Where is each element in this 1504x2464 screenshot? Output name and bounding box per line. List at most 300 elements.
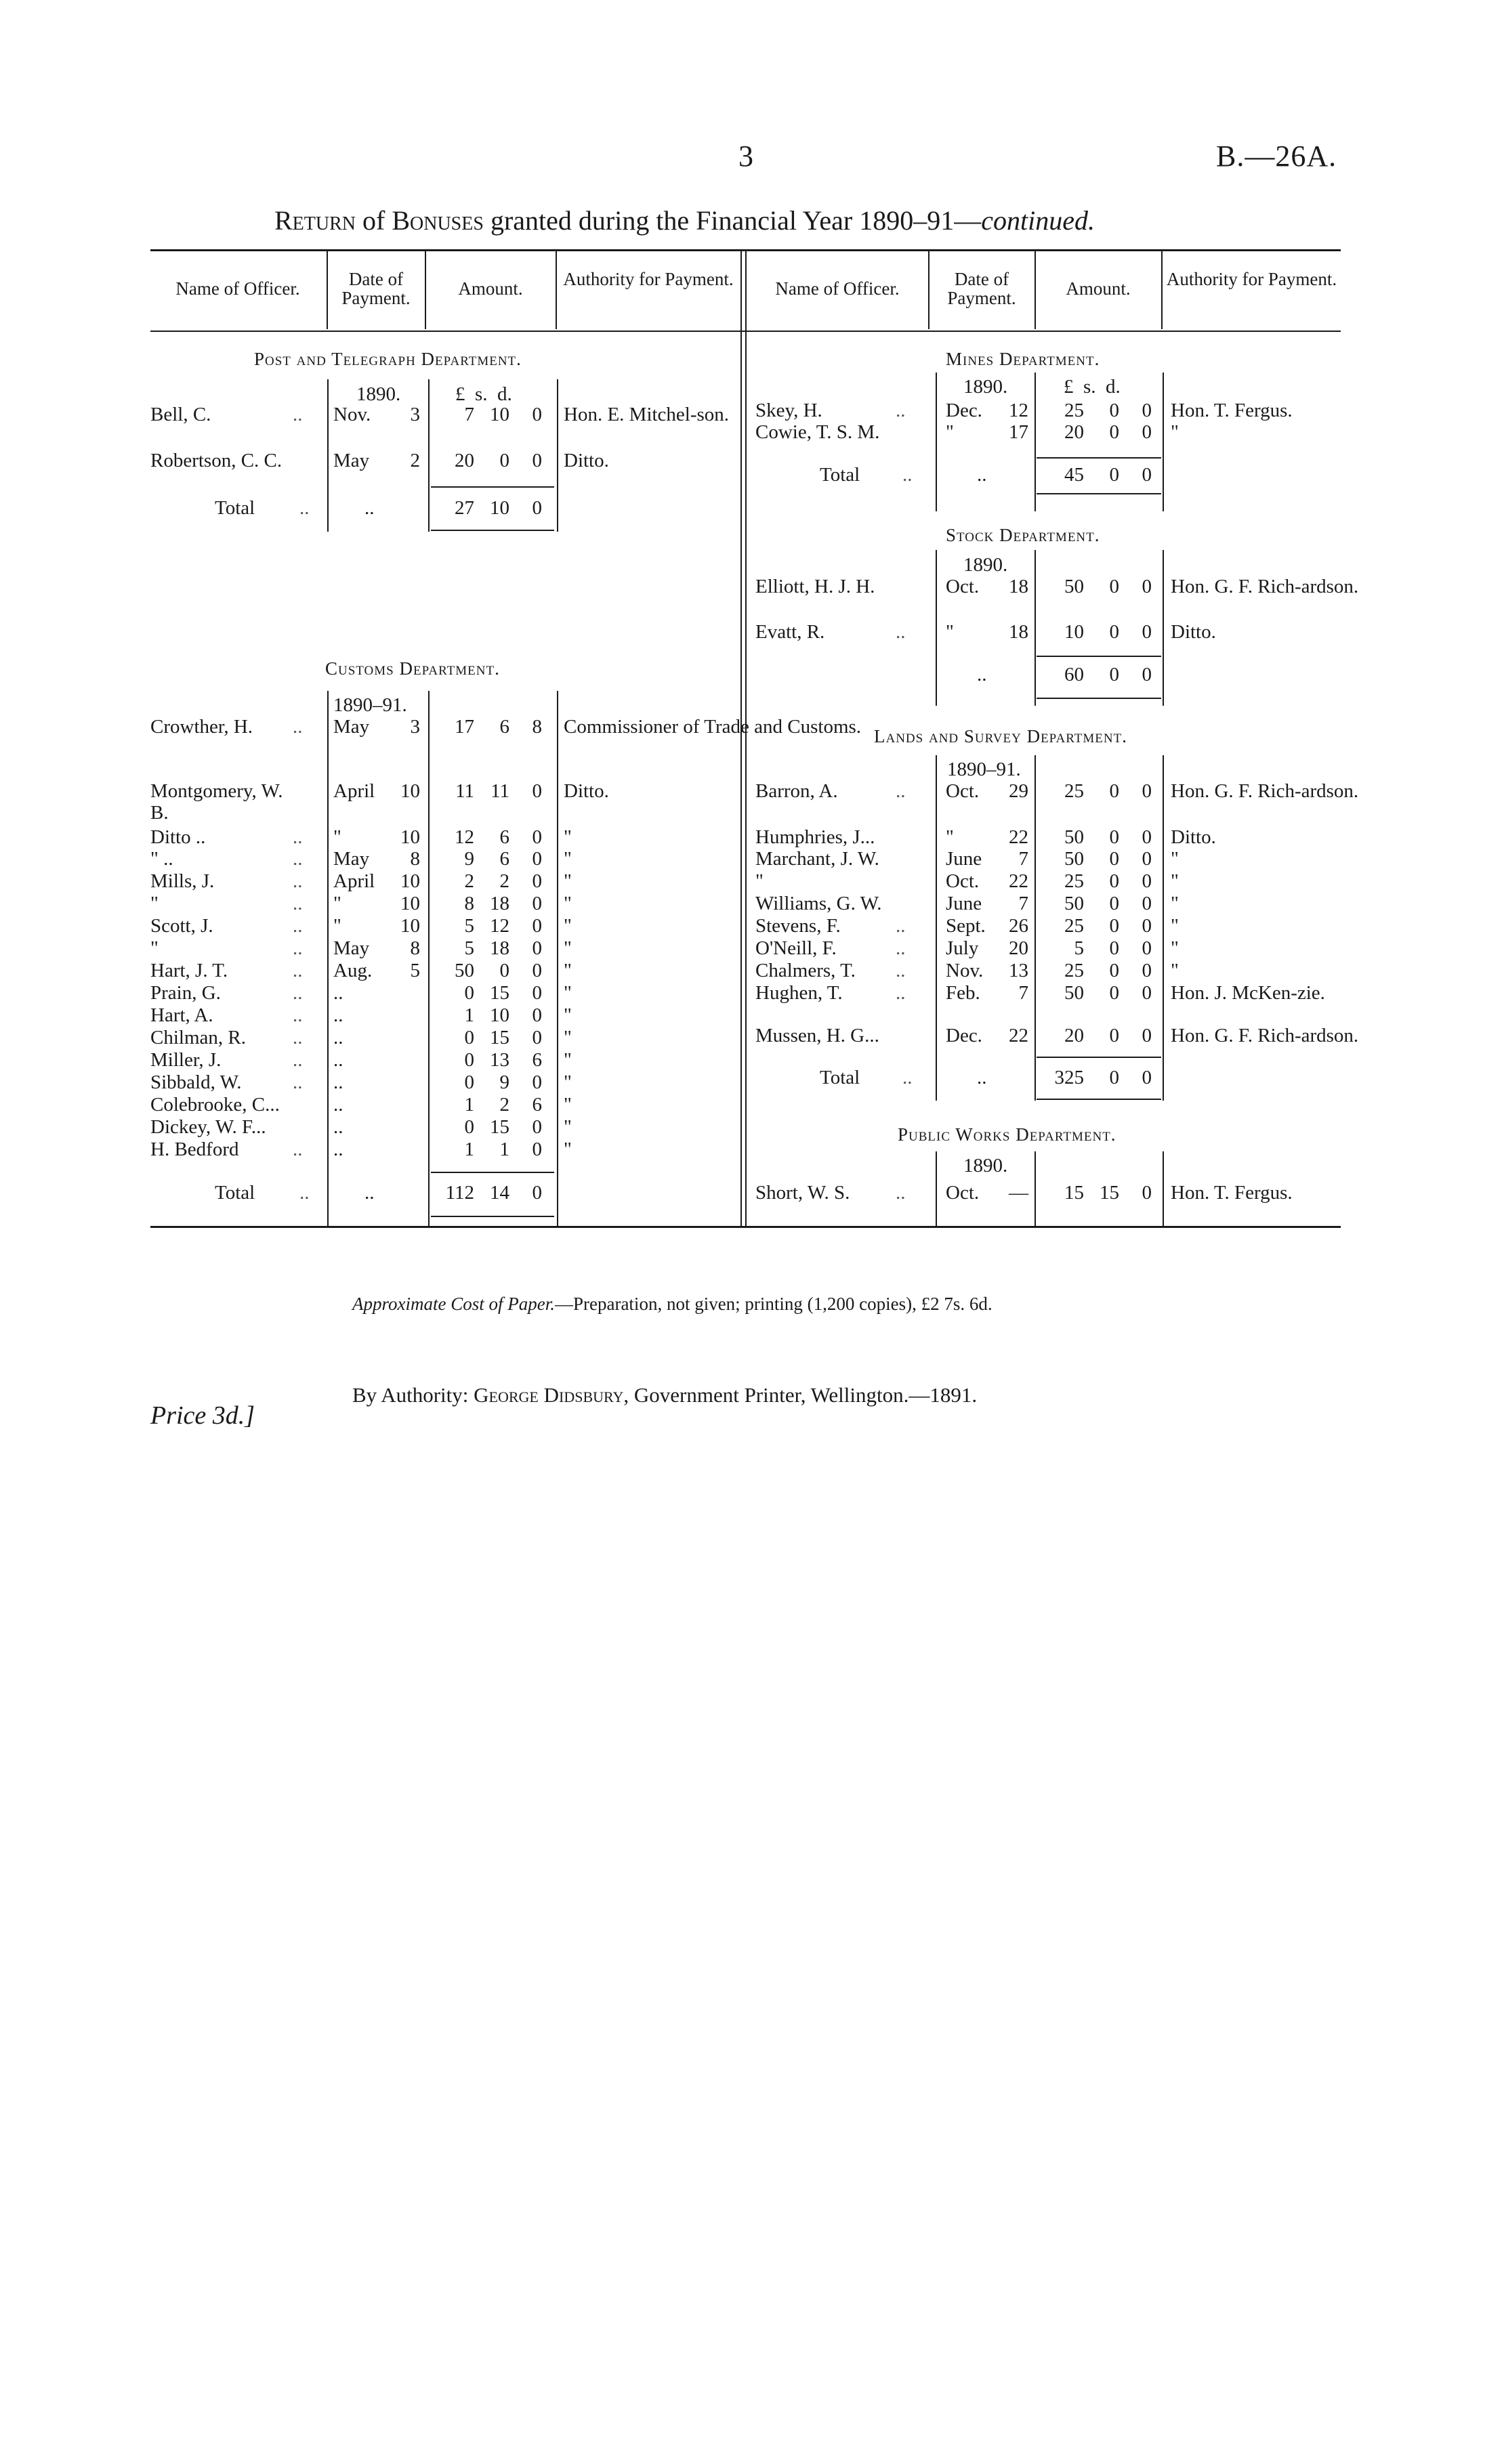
authority: ": [564, 915, 572, 937]
payment-month: ..: [333, 1071, 343, 1093]
payment-day: 12: [1009, 400, 1028, 421]
total-rule-post-top: [431, 486, 554, 488]
payment-month: ..: [333, 1004, 343, 1026]
title-bonuses: Bonuses: [392, 205, 484, 236]
total-rule-lands-bottom: [1037, 1099, 1161, 1100]
amount-shillings: 0: [1109, 848, 1119, 870]
amount-pounds: 1: [464, 1139, 474, 1160]
officer-name: Miller, J.: [150, 1049, 222, 1071]
year-customs: 1890–91.: [333, 694, 407, 716]
amount-pence: 0: [1142, 982, 1152, 1004]
authority-prefix: By Authority:: [352, 1383, 469, 1407]
payment-month: ..: [333, 982, 343, 1004]
amount-pounds: 9: [464, 848, 474, 870]
leader-dots: ..: [293, 1049, 303, 1071]
amount-shillings: 15: [490, 1116, 509, 1138]
officer-name: Hart, A.: [150, 1004, 213, 1026]
amount-shillings: 0: [1109, 915, 1119, 937]
table-row: [0, 621, 1504, 643]
authority: ": [1171, 960, 1179, 981]
officer-name: Skey, H.: [755, 400, 822, 421]
authority: Ditto.: [564, 780, 609, 802]
printer-line: [352, 1383, 977, 1407]
authority: ": [1171, 915, 1179, 937]
amount-shillings: 6: [499, 826, 509, 848]
payment-day: 8: [410, 937, 420, 959]
total-pence: 0: [1142, 1067, 1152, 1088]
authority: ": [564, 1049, 572, 1071]
officer-name: Chalmers, T.: [755, 960, 856, 981]
payment-month: ..: [333, 1049, 343, 1071]
shillings-symbol: s.: [475, 383, 488, 405]
amount-shillings: 15: [1100, 1182, 1119, 1204]
payment-day: 10: [400, 870, 420, 892]
leader-dots: ..: [293, 870, 303, 892]
payment-day: 7: [1018, 982, 1028, 1004]
amount-pounds: 10: [1064, 621, 1084, 643]
amount-shillings: 0: [499, 450, 509, 471]
amount-pounds: 0: [464, 1116, 474, 1138]
amount-pounds: 25: [1064, 915, 1084, 937]
officer-name: Sibbald, W.: [150, 1071, 242, 1093]
leader-dots: ..: [299, 1182, 310, 1204]
section-title-customs: Customs Department.: [325, 658, 500, 679]
authority: ": [564, 937, 572, 959]
officer-name: Short, W. S.: [755, 1182, 850, 1204]
amount-pence: 0: [532, 870, 542, 892]
officer-name: O'Neill, F.: [755, 937, 837, 959]
price: Price 3d.]: [150, 1401, 255, 1430]
leader-dots: ..: [896, 982, 906, 1004]
authority: ": [564, 870, 572, 892]
amount-pounds: 50: [1064, 848, 1084, 870]
leader-dots: ..: [293, 960, 303, 981]
amount-shillings: 15: [490, 1027, 509, 1048]
amount-shillings: 9: [499, 1071, 509, 1093]
leader-dots: ..: [902, 464, 913, 486]
authority: Ditto.: [1171, 621, 1216, 643]
amount-pence: 0: [1142, 870, 1152, 892]
authority: ": [564, 1071, 572, 1093]
printer-rest: Government Printer, Wellington.—1891.: [633, 1383, 978, 1407]
amount-shillings: 0: [1109, 400, 1119, 421]
amount-shillings: 12: [490, 915, 509, 937]
payment-month: April: [333, 780, 375, 802]
leader-dots: ..: [293, 848, 303, 870]
leader-dots: ..: [896, 780, 906, 802]
leader-dots: ..: [896, 960, 906, 981]
amount-pence: 0: [532, 780, 542, 802]
shillings-symbol: s.: [1083, 376, 1096, 398]
leader-dots: ..: [293, 1071, 303, 1093]
leader-dots: ..: [293, 826, 303, 848]
officer-name: Cowie, T. S. M.: [755, 421, 880, 443]
title-lead: Return: [274, 205, 356, 236]
leader-dots: ..: [293, 1004, 303, 1026]
amount-shillings: 11: [490, 780, 509, 802]
table-row: [0, 780, 1504, 802]
officer-name: Hughen, T.: [755, 982, 843, 1004]
officer-name: Scott, J.: [150, 915, 213, 937]
table-row: [0, 915, 1504, 937]
hdr-sep: [556, 251, 557, 329]
amount-pence: 0: [532, 1071, 542, 1093]
header-name-left: Name of Officer.: [175, 278, 300, 299]
officer-name: Barron, A.: [755, 780, 838, 802]
total-pence: 0: [1142, 464, 1152, 486]
authority: ": [564, 1094, 572, 1116]
officer-name: Mills, J.: [150, 870, 215, 892]
leader-dots: ..: [293, 915, 303, 937]
header-date-right: Date of Payment.: [947, 269, 1016, 308]
payment-day: 18: [1009, 576, 1028, 597]
payment-day: 3: [410, 404, 420, 425]
leader-dots: ..: [293, 716, 303, 738]
amount-pounds: 25: [1064, 400, 1084, 421]
amount-pounds: 1: [464, 1094, 474, 1116]
amount-shillings: 6: [499, 716, 509, 738]
leader-dots: ..: [896, 621, 906, 643]
payment-day: 13: [1009, 960, 1028, 981]
payment-month: ": [333, 915, 341, 937]
total-pounds: 325: [1054, 1067, 1084, 1088]
amount-pounds: 20: [455, 450, 474, 471]
amount-pounds: 17: [455, 716, 474, 738]
amount-shillings: 0: [1109, 576, 1119, 597]
amount-pence: 8: [532, 716, 542, 738]
amount-pence: 0: [1142, 1025, 1152, 1046]
authority: ": [1171, 870, 1179, 892]
amount-pence: 0: [1142, 1182, 1152, 1204]
total-row: [0, 1067, 1504, 1088]
payment-month: Oct.: [946, 1182, 980, 1204]
amount-pence: 0: [532, 1027, 542, 1048]
amount-pence: 0: [532, 404, 542, 425]
payment-month: Dec.: [946, 400, 982, 421]
section-title-lands: Lands and Survey Department.: [874, 726, 1127, 746]
amount-pence: 0: [532, 848, 542, 870]
officer-name: Prain, G.: [150, 982, 221, 1004]
authority: Hon. T. Fergus.: [1171, 400, 1293, 421]
leader-dots: ..: [293, 1027, 303, 1048]
header-name-right: Name of Officer.: [775, 278, 900, 299]
hdr-sep: [928, 251, 929, 329]
amount-pence: 0: [1142, 621, 1152, 643]
total-pounds: 60: [1064, 664, 1084, 685]
authority: ": [564, 1139, 572, 1160]
total-row: [0, 464, 1504, 486]
total-rule-customs-bottom: [431, 1216, 554, 1217]
payment-day: 7: [1018, 848, 1028, 870]
amount-shillings: 0: [1109, 421, 1119, 443]
amount-pounds: 50: [1064, 826, 1084, 848]
total-rule-stock-bottom: [1037, 698, 1161, 699]
hdr-sep: [1161, 251, 1163, 329]
authority: ": [1171, 893, 1179, 914]
cost-text: —Preparation, not given; printing (1,200 copies), £2 7s. 6d.: [554, 1294, 993, 1314]
total-shillings: 14: [490, 1182, 509, 1204]
authority: Ditto.: [1171, 826, 1216, 848]
document-reference: B.—26A.: [1216, 140, 1337, 173]
payment-month: ": [946, 421, 954, 443]
header-authority-left: Authority for Payment.: [563, 269, 734, 289]
amount-pounds: 25: [1064, 960, 1084, 981]
total-rule-lands-top: [1037, 1057, 1161, 1058]
payment-month: ..: [333, 1094, 343, 1116]
payment-month: Oct.: [946, 576, 980, 597]
amount-pounds: 50: [455, 960, 474, 981]
officer-name: Evatt, R.: [755, 621, 825, 643]
amount-pounds: 25: [1064, 870, 1084, 892]
authority: Hon. G. F. Rich-ardson.: [1171, 576, 1359, 597]
authority: ": [564, 982, 572, 1004]
authority: ": [564, 1027, 572, 1048]
table-row: [0, 1139, 1504, 1160]
total-date: ..: [977, 664, 987, 685]
total-label: Total: [820, 1067, 860, 1088]
amount-shillings: 15: [490, 982, 509, 1004]
amount-pounds: 20: [1064, 421, 1084, 443]
cost-label: Approximate Cost of Paper.: [352, 1294, 555, 1314]
amount-pounds: 15: [1064, 1182, 1084, 1204]
header-amount-left: Amount.: [458, 278, 523, 299]
amount-shillings: 0: [1109, 826, 1119, 848]
title-of: of: [362, 205, 385, 236]
total-shillings: 0: [1109, 1067, 1119, 1088]
table-row: [0, 576, 1504, 597]
amount-shillings: 0: [1109, 982, 1119, 1004]
total-label: Total: [215, 497, 255, 519]
total-row: [0, 497, 1504, 519]
total-pounds: 112: [445, 1182, 474, 1204]
officer-name: Chilman, R.: [150, 1027, 246, 1048]
officer-name: Hart, J. T.: [150, 960, 228, 981]
hdr-sep: [425, 251, 426, 329]
amount-pence: 6: [532, 1049, 542, 1071]
leader-dots: ..: [293, 982, 303, 1004]
amount-shillings: 0: [1109, 780, 1119, 802]
payment-day: 22: [1009, 870, 1028, 892]
payment-month: Oct.: [946, 780, 980, 802]
authority: Ditto.: [564, 450, 609, 471]
amount-shillings: 0: [1109, 893, 1119, 914]
table-row: [0, 848, 1504, 870]
payment-day: 26: [1009, 915, 1028, 937]
amount-shillings: 2: [499, 870, 509, 892]
year-lands: 1890–91.: [947, 759, 1021, 780]
total-shillings: 0: [1109, 464, 1119, 486]
payment-month: May: [333, 450, 370, 471]
officer-name: H. Bedford: [150, 1139, 239, 1160]
table-row: [0, 982, 1504, 1004]
section-title-post: Post and Telegraph Department.: [254, 349, 522, 369]
payment-month: June: [946, 848, 982, 870]
authority: Hon. J. McKen-zie.: [1171, 982, 1325, 1004]
amount-shillings: 10: [490, 404, 509, 425]
table-row: [0, 1116, 1504, 1138]
total-rule-mines-top: [1037, 457, 1161, 459]
authority: ": [1171, 421, 1179, 443]
total-label: Total: [820, 464, 860, 486]
amount-shillings: 6: [499, 848, 509, 870]
payment-day: 10: [400, 893, 420, 914]
amount-pence: 0: [532, 960, 542, 981]
leader-dots: ..: [896, 400, 906, 421]
leader-dots: ..: [896, 915, 906, 937]
amount-pence: 0: [1142, 576, 1152, 597]
amount-pence: 0: [1142, 937, 1152, 959]
amount-pounds: 50: [1064, 982, 1084, 1004]
amount-pounds: 11: [455, 780, 474, 802]
payment-day: 10: [400, 826, 420, 848]
amount-pence: 0: [532, 450, 542, 471]
amount-pounds: 0: [464, 982, 474, 1004]
amount-shillings: 10: [490, 1004, 509, 1026]
printer-name: George Didsbury,: [474, 1383, 629, 1407]
amount-pounds: 12: [455, 826, 474, 848]
payment-day: 7: [1018, 893, 1028, 914]
amount-pence: 0: [1142, 915, 1152, 937]
authority: ": [564, 893, 572, 914]
total-rule-post-bottom: [431, 530, 554, 531]
authority: Commissioner of Trade and Customs.: [564, 716, 862, 738]
leader-dots: ..: [902, 1067, 913, 1088]
payment-month: Aug.: [333, 960, 373, 981]
officer-name: " ..: [150, 848, 173, 870]
payment-month: Feb.: [946, 982, 980, 1004]
year-mines: 1890.: [963, 376, 1008, 398]
amount-shillings: 18: [490, 937, 509, 959]
officer-name: Stevens, F.: [755, 915, 841, 937]
amount-shillings: 0: [499, 960, 509, 981]
authority: Hon. T. Fergus.: [1171, 1182, 1293, 1204]
officer-name: Crowther, H.: [150, 716, 253, 738]
payment-month: ": [946, 621, 954, 643]
leader-dots: ..: [299, 497, 310, 519]
authority: ": [564, 1004, 572, 1026]
table-row: [0, 400, 1504, 421]
amount-shillings: 13: [490, 1049, 509, 1071]
table-row: [0, 1025, 1504, 1046]
payment-month: May: [333, 716, 370, 738]
total-label: Total: [215, 1182, 255, 1204]
amount-pence: 0: [532, 982, 542, 1004]
amount-pounds: 20: [1064, 1025, 1084, 1046]
payment-month: ": [333, 826, 341, 848]
amount-pence: 0: [532, 893, 542, 914]
payment-day: 20: [1009, 937, 1028, 959]
officer-name: Montgomery, W. B.: [150, 780, 283, 824]
year-stock: 1890.: [963, 554, 1008, 576]
authority: ": [564, 848, 572, 870]
section-title-works: Public Works Department.: [898, 1124, 1116, 1145]
total-pence: 0: [532, 1182, 542, 1204]
payment-day: 18: [1009, 621, 1028, 643]
authority: ": [564, 960, 572, 981]
authority: ": [564, 826, 572, 848]
amount-shillings: 0: [1109, 960, 1119, 981]
hdr-sep: [327, 251, 328, 329]
payment-month: ": [333, 893, 341, 914]
payment-day: 8: [410, 848, 420, 870]
payment-month: ..: [333, 1116, 343, 1138]
leader-dots: ..: [293, 404, 303, 425]
officer-name: Dickey, W. F...: [150, 1116, 266, 1138]
payment-day: 22: [1009, 1025, 1028, 1046]
payment-month: ..: [333, 1139, 343, 1160]
payment-day: 29: [1009, 780, 1028, 802]
amount-pounds: 25: [1064, 780, 1084, 802]
officer-name: Bell, C.: [150, 404, 211, 425]
table-row: [0, 826, 1504, 848]
payment-month: ": [946, 826, 954, 848]
payment-month: Sept.: [946, 915, 986, 937]
total-rule-stock-top: [1037, 656, 1161, 657]
pence-symbol: d.: [1106, 376, 1121, 398]
amount-pounds: 5: [464, 937, 474, 959]
section-title-stock: Stock Department.: [946, 525, 1100, 545]
table-row: [0, 960, 1504, 981]
section-title-mines: Mines Department.: [946, 349, 1100, 369]
amount-pounds: 2: [464, 870, 474, 892]
header-date-left: Date of Payment.: [341, 269, 411, 308]
amount-shillings: 0: [1109, 937, 1119, 959]
officer-name: ": [755, 870, 764, 892]
amount-pence: 0: [532, 1004, 542, 1026]
payment-month: Nov.: [946, 960, 984, 981]
leader-dots: ..: [293, 937, 303, 959]
title-continued: continued.: [981, 205, 1095, 236]
officer-name: ": [150, 937, 159, 959]
amount-pounds: 5: [464, 915, 474, 937]
payment-month: Dec.: [946, 1025, 982, 1046]
officer-name: Ditto ..: [150, 826, 206, 848]
payment-day: —: [1009, 1182, 1028, 1204]
amount-pence: 0: [532, 826, 542, 848]
header-amount-right: Amount.: [1066, 278, 1131, 299]
total-pounds: 45: [1064, 464, 1084, 486]
payment-day: 5: [410, 960, 420, 981]
payment-day: 22: [1009, 826, 1028, 848]
payment-day: 10: [400, 780, 420, 802]
authority: Hon. G. F. Rich-ardson.: [1171, 1025, 1359, 1046]
amount-shillings: 0: [1109, 621, 1119, 643]
officer-name: ": [150, 893, 159, 914]
table-row: [0, 937, 1504, 959]
amount-pence: 0: [532, 1139, 542, 1160]
amount-pounds: 50: [1064, 576, 1084, 597]
total-row: [0, 664, 1504, 685]
hdr-sep: [1035, 251, 1036, 329]
amount-pence: 0: [532, 915, 542, 937]
total-rule-mines-bottom: [1037, 493, 1161, 494]
total-pounds: 27: [455, 497, 474, 519]
authority: ": [1171, 937, 1179, 959]
table-row: [0, 870, 1504, 892]
table-row: [0, 716, 1504, 738]
year-post: 1890.: [356, 383, 401, 405]
amount-pounds: 7: [464, 404, 474, 425]
officer-name: Colebrooke, C...: [150, 1094, 280, 1116]
amount-pounds: 0: [464, 1071, 474, 1093]
amount-shillings: 2: [499, 1094, 509, 1116]
amount-pounds: 50: [1064, 893, 1084, 914]
officer-name: Robertson, C. C.: [150, 450, 283, 471]
table-row: [0, 1182, 1504, 1204]
amount-pounds: 5: [1074, 937, 1084, 959]
authority: Hon. G. F. Rich-ardson.: [1171, 780, 1359, 802]
total-date: ..: [977, 1067, 987, 1088]
